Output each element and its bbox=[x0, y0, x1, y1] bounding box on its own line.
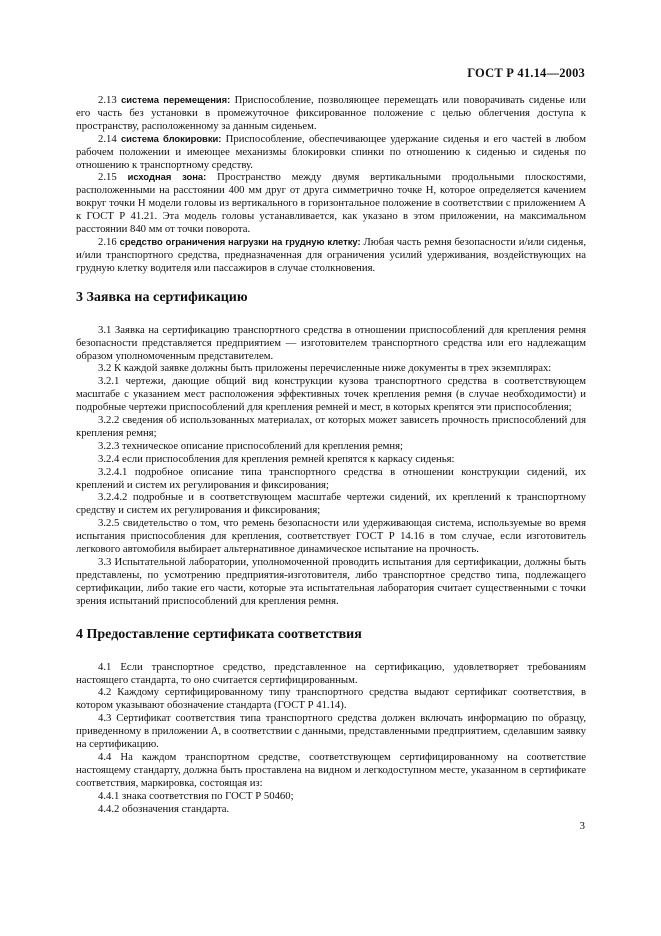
paragraph-3-2-3: 3.2.3 техническое описание приспособлений для крепления ремня; bbox=[98, 439, 403, 452]
paragraph-2-14 bbox=[76, 133, 586, 172]
document-code-header: ГОСТ Р 41.14—2003 bbox=[467, 66, 585, 80]
paragraph-4-2: 4.2 Каждому сертифицированному типу транспортного средства выдают сертификат соответствия, в котором указывают обозначение стандарта (ГОСТ Р 41.14). bbox=[76, 686, 586, 712]
paragraph-3-2-4-1: 3.2.4.1 подробное описание типа транспортного средства в отношении конструкции сидений, их креплений и систем их регулирования и фиксирования; bbox=[76, 465, 586, 491]
paragraph-3-2-5: 3.2.5 свидетельство о том, что ремень безопасности или удерживающая система, используемые во время испытания приспособления для крепления, соответствует ГОСТ Р 14.16 в том случае, если изготовитель легкового автомобиля выбирает альтернативное динамическое испытание на прочность. bbox=[76, 517, 586, 556]
section-4-heading: 4 Предоставление сертификата соответствия bbox=[76, 626, 362, 642]
term-definition-label: средство ограничения нагрузки на грудную клетку: bbox=[119, 235, 361, 247]
paragraph-3-2-4-2: 3.2.4.2 подробные и в соответствующем масштабе чертежи сидений, их креплений к транспортному средству и систем их регулирования и фиксирования; bbox=[76, 491, 586, 517]
term-definition-label: система перемещения: bbox=[121, 94, 231, 105]
paragraph-3-2: 3.2 К каждой заявке должны быть приложены перечисленные ниже документы в трех экземплярах: bbox=[98, 362, 552, 375]
page-number: 3 bbox=[579, 820, 585, 832]
paragraph-number: 2.14 bbox=[98, 132, 117, 145]
paragraph-4-4-1: 4.4.1 знака соответствия по ГОСТ Р 50460; bbox=[98, 789, 294, 802]
paragraph-4-4-2: 4.4.2 обозначения стандарта. bbox=[98, 802, 230, 815]
section-3-heading: 3 Заявка на сертификацию bbox=[76, 289, 248, 305]
paragraph-4-4: 4.4 На каждом транспортном средстве, соответствующем сертифицированному на соответствие настоящему стандарту, должна быть проставлена на видном и легкодоступном месте, указанном в сертификате соответствия, маркировка, состоящая из: bbox=[76, 750, 586, 789]
paragraph-2-16 bbox=[76, 236, 586, 275]
paragraph-text: Пространство между двумя вертикальными продольными плоскостями, расположенными на расстоянии 400 мм друг от друга симметрично точке H, которое определяется качением вокруг точки H модели головы из вертикального в горизонтальное положение в соответствии с приложением А к ГОСТ Р 41.21. Эта модель головы устанавливается, как указано в этом приложении, на максимальном расстоянии 840 мм от точки поворота. bbox=[76, 171, 587, 236]
paragraph-3-3: 3.3 Испытательной лаборатории, уполномоченной проводить испытания для сертификации, должны быть представлены, по усмотрению предприятия-изготовителя, либо транспортное средство типа, подлежащего сертификации, либо такие его части, которые эта испытательная лаборатория считает существенными с точки зрения испытаний приспособлений для крепления ремня. bbox=[76, 556, 586, 607]
paragraph-4-3: 4.3 Сертификат соответствия типа транспортного средства должен включать информацию по образцу, приведенному в приложении А, в соответствии с данными, представленными предприятием, сделавшим заявку на сертификацию. bbox=[76, 712, 586, 751]
paragraph-text: Приспособление, обеспечивающее удержание сиденья и его частей в любом рабочем положении и имеющее механизмы блокировки спинки по отношению к сиденью и сиденья по отношению к транспортному средству. bbox=[76, 132, 586, 171]
paragraph-3-2-1: 3.2.1 чертежи, дающие общий вид конструкции кузова транспортного средства в соответствующем масштабе с указанием мест расположения эффективных точек крепления ремня (в случае необходимости) и подробные чертежи приспособлений для крепления ремней и мест, в которых крепятся эти приспособления; bbox=[76, 375, 586, 414]
paragraph-3-1: 3.1 Заявка на сертификацию транспортного средства в отношении приспособлений для крепления ремня безопасности представляется предприятием — изготовителем транспортного средства или его надлежащим образом уполномоченным представителем. bbox=[76, 323, 586, 362]
paragraph-2-15 bbox=[76, 171, 586, 236]
paragraph-4-1: 4.1 Если транспортное средство, представленное на сертификацию, удовлетворяет требованиям настоящего стандарта, то оно считается сертифицированным. bbox=[76, 660, 586, 686]
paragraph-text: Приспособление, позволяющее перемещать или поворачивать сиденье или его часть без установки в промежуточное фиксированное положение с целью облегчения доступа к пространству, расположенному за данным сиденьем. bbox=[76, 94, 587, 132]
document-body bbox=[76, 94, 586, 816]
paragraph-text: Любая часть ремня безопасности и/или сиденья, и/или транспортного средства, предназначенная для ограничения усилий удерживания, воздействующих на грудную клетку водителя или пассажиров в случае столкновения. bbox=[76, 235, 586, 274]
paragraph-number: 2.13 bbox=[98, 94, 117, 106]
term-definition-label: система блокировки: bbox=[120, 132, 222, 144]
paragraph-2-13 bbox=[76, 94, 586, 133]
paragraph-number: 2.16 bbox=[98, 235, 117, 248]
paragraph-3-2-2: 3.2.2 сведения об использованных материалах, от которых может зависеть прочность приспособлений для крепления ремня; bbox=[76, 414, 586, 439]
term-definition-label: исходная зона: bbox=[127, 171, 207, 183]
paragraph-number: 2.15 bbox=[98, 171, 117, 184]
paragraph-3-2-4: 3.2.4 если приспособления для крепления ремней крепятся к каркасу сиденья: bbox=[98, 452, 455, 465]
